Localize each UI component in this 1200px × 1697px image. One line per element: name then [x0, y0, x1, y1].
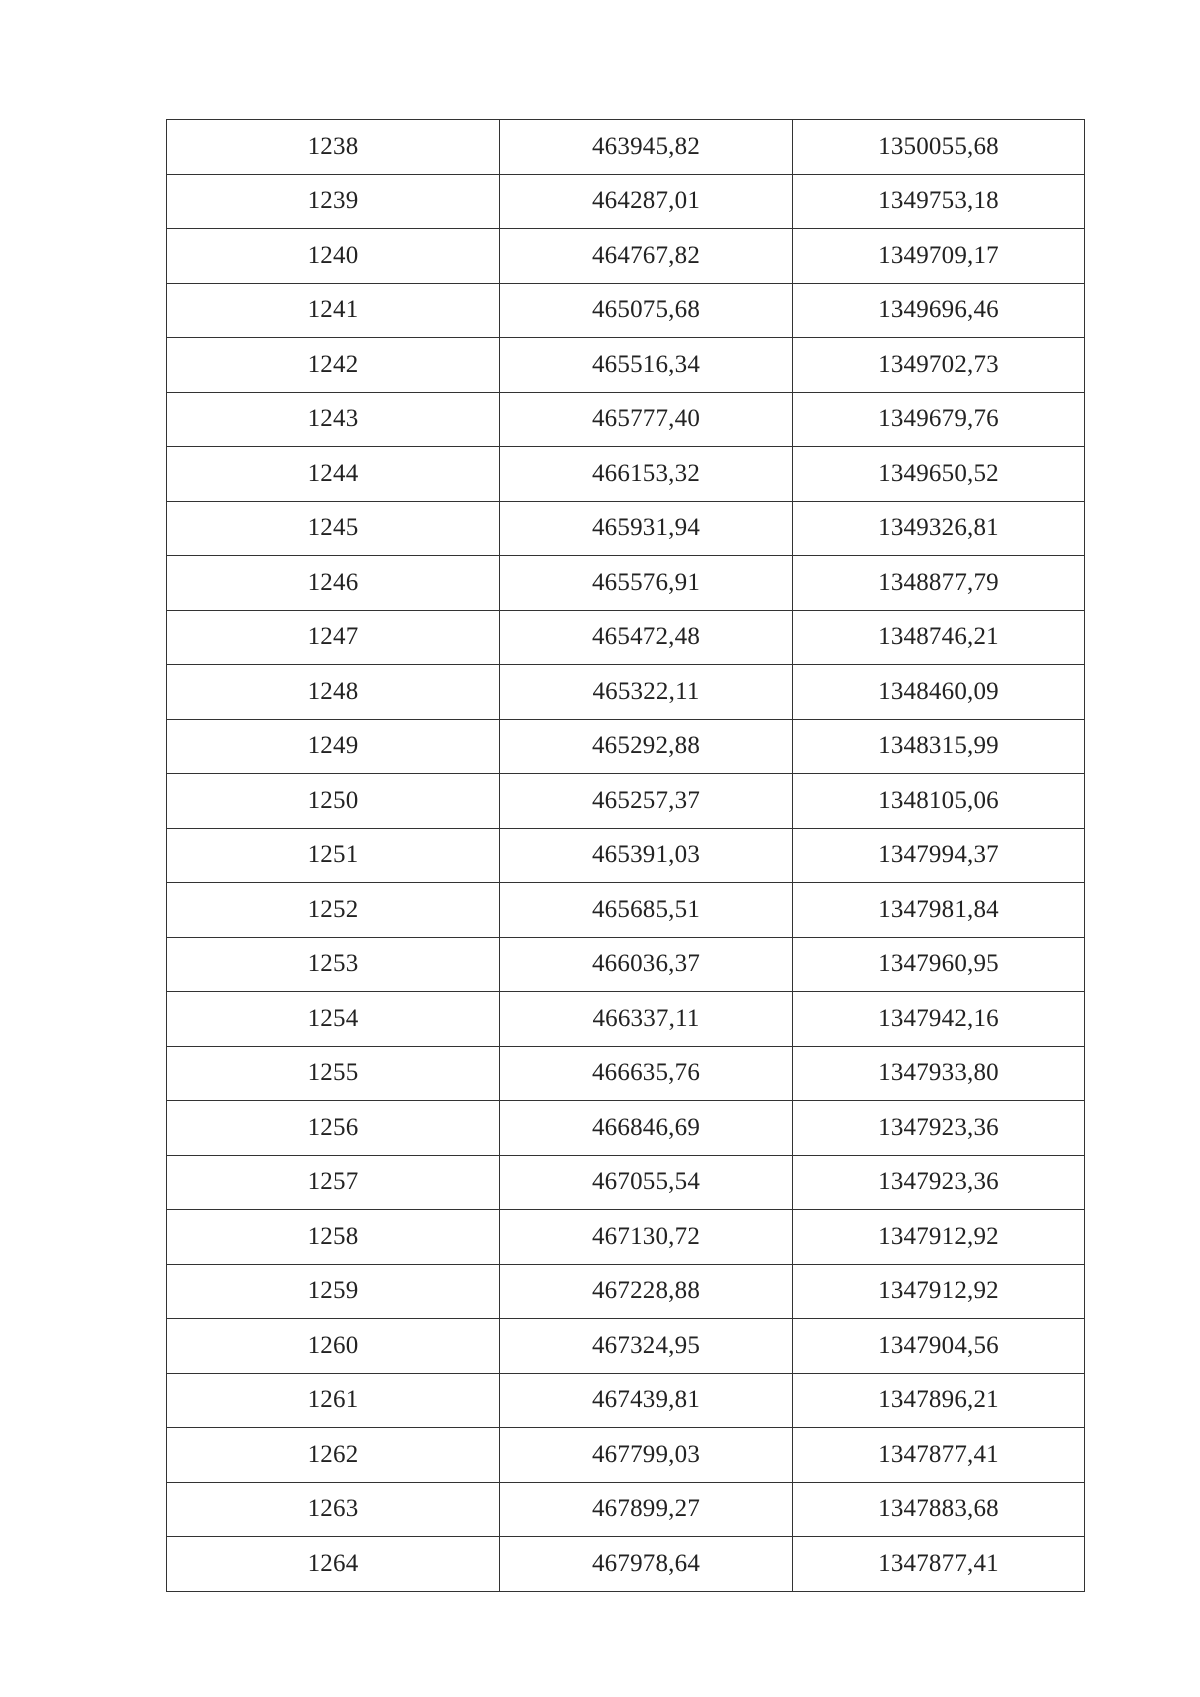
table-row [167, 937, 1085, 992]
point-number-cell: 1255 [167, 1046, 500, 1101]
x-coordinate-cell: 465931,94 [500, 501, 793, 556]
x-coordinate-cell: 466337,11 [500, 992, 793, 1047]
table-row [167, 992, 1085, 1047]
point-number-cell: 1257 [167, 1155, 500, 1210]
table-row [167, 392, 1085, 447]
table-row [167, 447, 1085, 502]
table-row [167, 610, 1085, 665]
point-number-cell: 1252 [167, 883, 500, 938]
point-number-cell: 1256 [167, 1101, 500, 1156]
table-row [167, 1046, 1085, 1101]
x-coordinate-cell: 465472,48 [500, 610, 793, 665]
y-coordinate-cell: 1347912,92 [793, 1210, 1085, 1265]
y-coordinate-cell: 1347923,36 [793, 1155, 1085, 1210]
point-number-cell: 1248 [167, 665, 500, 720]
table-row [167, 229, 1085, 284]
point-number-cell: 1251 [167, 828, 500, 883]
table-row [167, 1264, 1085, 1319]
x-coordinate-cell: 465075,68 [500, 283, 793, 338]
y-coordinate-cell: 1347933,80 [793, 1046, 1085, 1101]
table-row [167, 1210, 1085, 1265]
point-number-cell: 1241 [167, 283, 500, 338]
y-coordinate-cell: 1347883,68 [793, 1482, 1085, 1537]
x-coordinate-cell: 467439,81 [500, 1373, 793, 1428]
x-coordinate-cell: 463945,82 [500, 120, 793, 175]
point-number-cell: 1253 [167, 937, 500, 992]
point-number-cell: 1264 [167, 1537, 500, 1592]
point-number-cell: 1239 [167, 174, 500, 229]
table-row [167, 1101, 1085, 1156]
table-row [167, 719, 1085, 774]
point-number-cell: 1258 [167, 1210, 500, 1265]
x-coordinate-cell: 465391,03 [500, 828, 793, 883]
y-coordinate-cell: 1347877,41 [793, 1428, 1085, 1483]
x-coordinate-cell: 465516,34 [500, 338, 793, 393]
x-coordinate-cell: 464767,82 [500, 229, 793, 284]
x-coordinate-cell: 467228,88 [500, 1264, 793, 1319]
point-number-cell: 1245 [167, 501, 500, 556]
point-number-cell: 1240 [167, 229, 500, 284]
table-row [167, 1482, 1085, 1537]
table-row [167, 338, 1085, 393]
point-number-cell: 1263 [167, 1482, 500, 1537]
x-coordinate-cell: 466153,32 [500, 447, 793, 502]
point-number-cell: 1261 [167, 1373, 500, 1428]
x-coordinate-cell: 467799,03 [500, 1428, 793, 1483]
x-coordinate-cell: 465576,91 [500, 556, 793, 611]
coordinates-table [166, 119, 1085, 1592]
y-coordinate-cell: 1348315,99 [793, 719, 1085, 774]
y-coordinate-cell: 1347960,95 [793, 937, 1085, 992]
table-row [167, 1373, 1085, 1428]
y-coordinate-cell: 1347994,37 [793, 828, 1085, 883]
point-number-cell: 1238 [167, 120, 500, 175]
point-number-cell: 1250 [167, 774, 500, 829]
y-coordinate-cell: 1348460,09 [793, 665, 1085, 720]
y-coordinate-cell: 1348877,79 [793, 556, 1085, 611]
y-coordinate-cell: 1348105,06 [793, 774, 1085, 829]
y-coordinate-cell: 1349709,17 [793, 229, 1085, 284]
y-coordinate-cell: 1347877,41 [793, 1537, 1085, 1592]
point-number-cell: 1254 [167, 992, 500, 1047]
table-row [167, 1155, 1085, 1210]
x-coordinate-cell: 465685,51 [500, 883, 793, 938]
y-coordinate-cell: 1348746,21 [793, 610, 1085, 665]
y-coordinate-cell: 1349650,52 [793, 447, 1085, 502]
point-number-cell: 1259 [167, 1264, 500, 1319]
point-number-cell: 1246 [167, 556, 500, 611]
x-coordinate-cell: 465322,11 [500, 665, 793, 720]
x-coordinate-cell: 466635,76 [500, 1046, 793, 1101]
x-coordinate-cell: 467978,64 [500, 1537, 793, 1592]
table-row [167, 1537, 1085, 1592]
table-row [167, 120, 1085, 175]
y-coordinate-cell: 1349679,76 [793, 392, 1085, 447]
table-row [167, 501, 1085, 556]
point-number-cell: 1249 [167, 719, 500, 774]
y-coordinate-cell: 1349696,46 [793, 283, 1085, 338]
x-coordinate-cell: 467324,95 [500, 1319, 793, 1374]
point-number-cell: 1260 [167, 1319, 500, 1374]
y-coordinate-cell: 1347904,56 [793, 1319, 1085, 1374]
point-number-cell: 1247 [167, 610, 500, 665]
y-coordinate-cell: 1349753,18 [793, 174, 1085, 229]
y-coordinate-cell: 1347981,84 [793, 883, 1085, 938]
y-coordinate-cell: 1347896,21 [793, 1373, 1085, 1428]
point-number-cell: 1242 [167, 338, 500, 393]
table-row [167, 556, 1085, 611]
y-coordinate-cell: 1347912,92 [793, 1264, 1085, 1319]
table-row [167, 1428, 1085, 1483]
y-coordinate-cell: 1347942,16 [793, 992, 1085, 1047]
x-coordinate-cell: 467899,27 [500, 1482, 793, 1537]
x-coordinate-cell: 464287,01 [500, 174, 793, 229]
x-coordinate-cell: 466036,37 [500, 937, 793, 992]
point-number-cell: 1243 [167, 392, 500, 447]
table-row [167, 883, 1085, 938]
point-number-cell: 1244 [167, 447, 500, 502]
x-coordinate-cell: 465777,40 [500, 392, 793, 447]
x-coordinate-cell: 467055,54 [500, 1155, 793, 1210]
y-coordinate-cell: 1349702,73 [793, 338, 1085, 393]
x-coordinate-cell: 466846,69 [500, 1101, 793, 1156]
y-coordinate-cell: 1350055,68 [793, 120, 1085, 175]
table-row [167, 665, 1085, 720]
table-row [167, 774, 1085, 829]
table-row [167, 828, 1085, 883]
x-coordinate-cell: 465292,88 [500, 719, 793, 774]
x-coordinate-cell: 467130,72 [500, 1210, 793, 1265]
table-row [167, 174, 1085, 229]
x-coordinate-cell: 465257,37 [500, 774, 793, 829]
y-coordinate-cell: 1349326,81 [793, 501, 1085, 556]
coordinates-table-body [167, 120, 1085, 1592]
table-row [167, 283, 1085, 338]
y-coordinate-cell: 1347923,36 [793, 1101, 1085, 1156]
table-row [167, 1319, 1085, 1374]
point-number-cell: 1262 [167, 1428, 500, 1483]
